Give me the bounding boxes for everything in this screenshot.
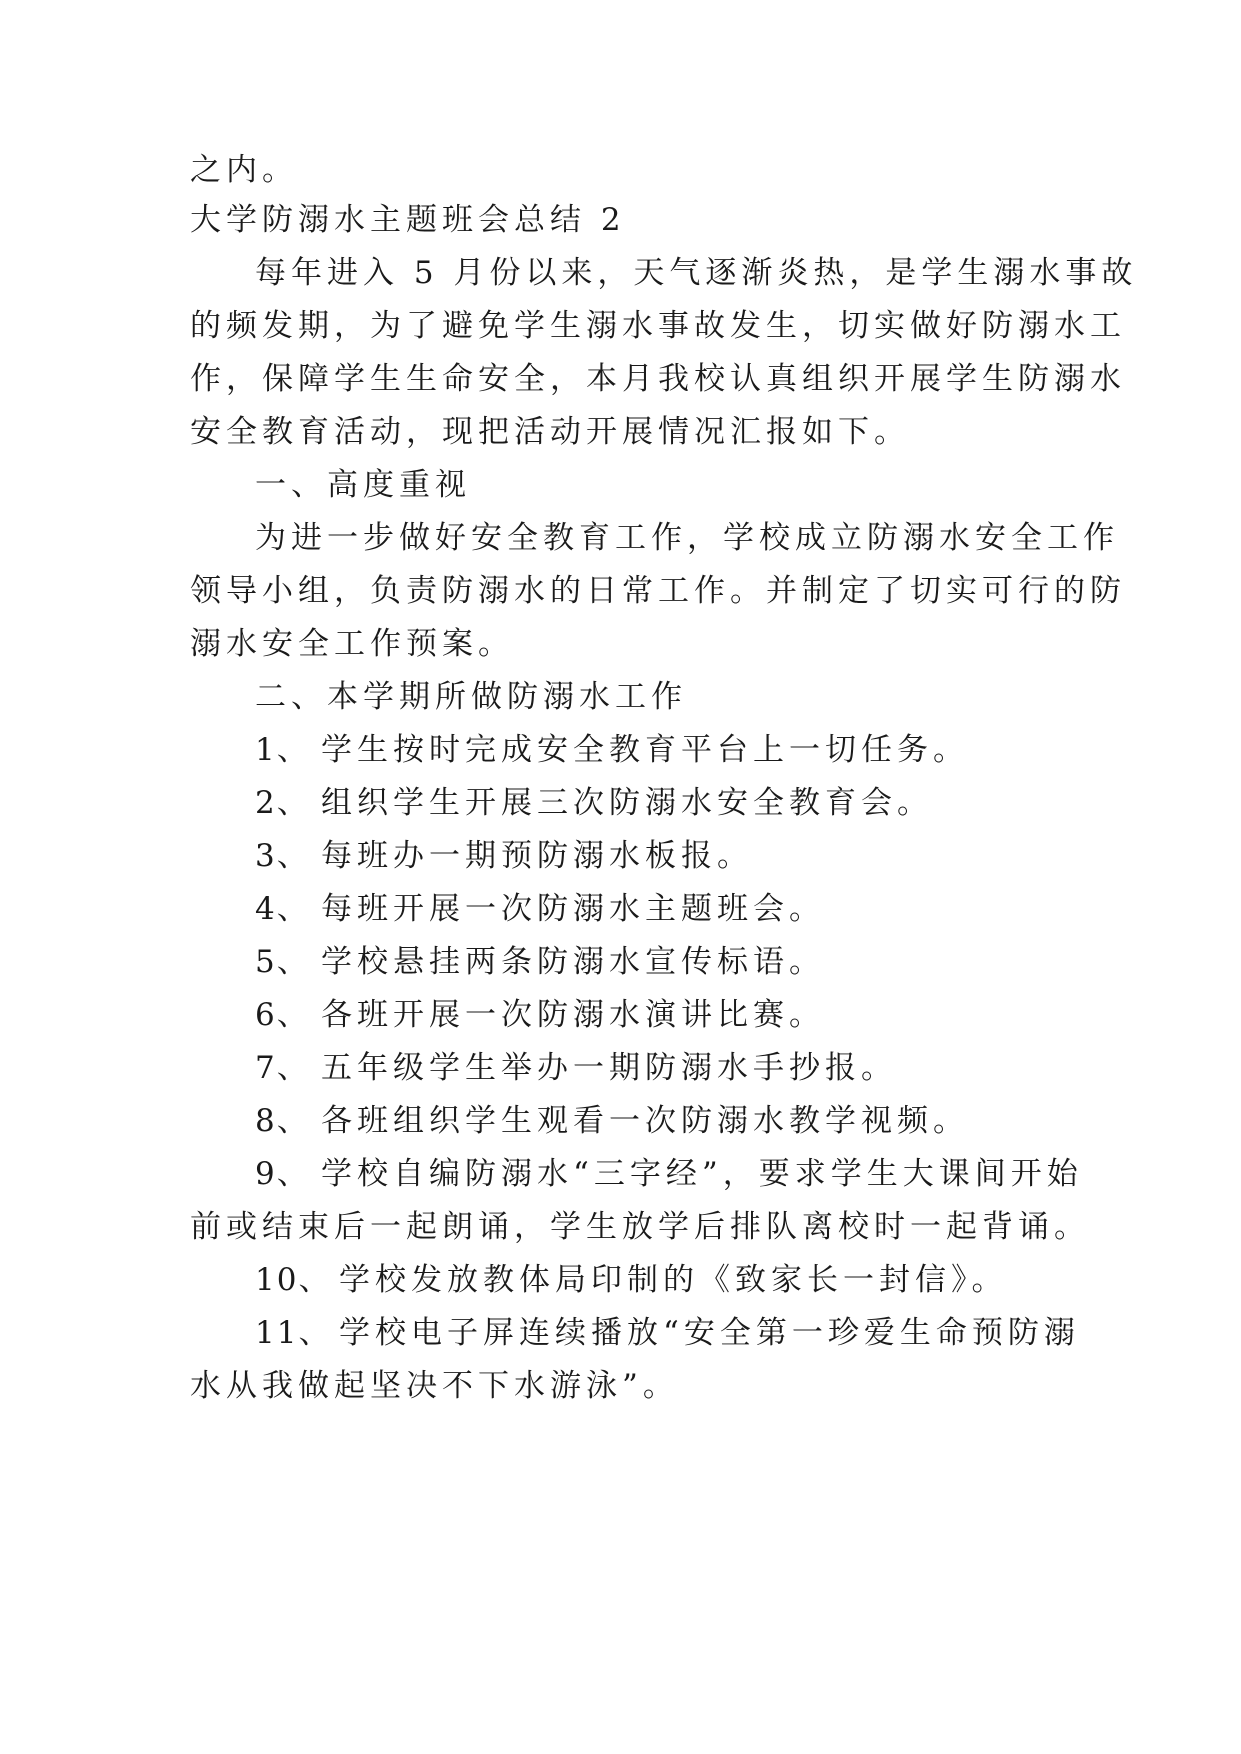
intro-line: 作，保障学生生命安全，本月我校认真组织开展学生防溺水 [190, 361, 1126, 397]
list-item-number: 2、 [255, 785, 310, 821]
list-item-text: 五年级学生举办一期防溺水手抄报。 [321, 1050, 897, 1086]
list-item-text: 每班开展一次防溺水主题班会。 [321, 891, 825, 927]
list-item-number: 5、 [255, 944, 310, 980]
list-item-text: 学校发放教体局印制的《致家长一封信》。 [339, 1262, 1008, 1298]
list-item-text: 学生按时完成安全教育平台上一切任务。 [321, 732, 969, 768]
list-item [255, 1313, 1080, 1353]
section-title: 大学防溺水主题班会总结 2 [190, 202, 626, 238]
list-item-number: 4、 [255, 891, 310, 927]
list-item [255, 1260, 1070, 1300]
list-item [255, 995, 1070, 1035]
list-item [255, 1101, 1070, 1141]
heading-1: 一、高度重视 [255, 467, 471, 503]
list-item-continuation: 前或结束后一起朗诵，学生放学后排队离校时一起背诵。 [190, 1209, 1090, 1245]
list-item-text: 各班开展一次防溺水演讲比赛。 [321, 997, 825, 1033]
heading-1-line: 溺水安全工作预案。 [190, 626, 514, 662]
list-item-continuation: 水从我做起坚决不下水游泳”。 [190, 1368, 679, 1404]
list-item [255, 836, 1070, 876]
list-item-number: 8、 [255, 1103, 310, 1139]
list-item-number: 7、 [255, 1050, 310, 1086]
heading-1-line: 领导小组，负责防溺水的日常工作。并制定了切实可行的防 [190, 573, 1126, 609]
list-item [255, 783, 1070, 823]
list-item-number: 10、 [255, 1262, 332, 1298]
intro-line: 安全教育活动，现把活动开展情况汇报如下。 [190, 414, 910, 450]
list-item [255, 730, 1070, 770]
list-item-text: 各班组织学生观看一次防溺水教学视频。 [321, 1103, 969, 1139]
list-item [255, 889, 1070, 929]
list-item-number: 11、 [255, 1315, 332, 1351]
list-item-number: 3、 [255, 838, 310, 874]
list-item-text: 学校电子屏连续播放“安全第一珍爱生命预防溺 [339, 1315, 1080, 1351]
list-item [255, 942, 1070, 982]
intro-line: 的频发期，为了避免学生溺水事故发生，切实做好防溺水工 [190, 308, 1126, 344]
list-item-text: 学校自编防溺水“三字经”，要求学生大课间开始 [321, 1156, 1083, 1192]
list-item-text: 组织学生开展三次防溺水安全教育会。 [321, 785, 933, 821]
list-item-number: 9、 [255, 1156, 310, 1192]
list-item-number: 1、 [255, 732, 310, 768]
list-item [255, 1154, 1083, 1194]
list-item-number: 6、 [255, 997, 310, 1033]
heading-2: 二、本学期所做防溺水工作 [255, 679, 687, 715]
list-item [255, 1048, 1070, 1088]
list-item-text: 学校悬挂两条防溺水宣传标语。 [321, 944, 825, 980]
list-item-text: 每班办一期预防溺水板报。 [321, 838, 753, 874]
continuation-text: 之内。 [190, 152, 298, 188]
intro-line: 每年进入 5 月份以来，天气逐渐炎热，是学生溺水事故 [255, 255, 1138, 291]
heading-1-line: 为进一步做好安全教育工作，学校成立防溺水安全工作 [255, 520, 1119, 556]
